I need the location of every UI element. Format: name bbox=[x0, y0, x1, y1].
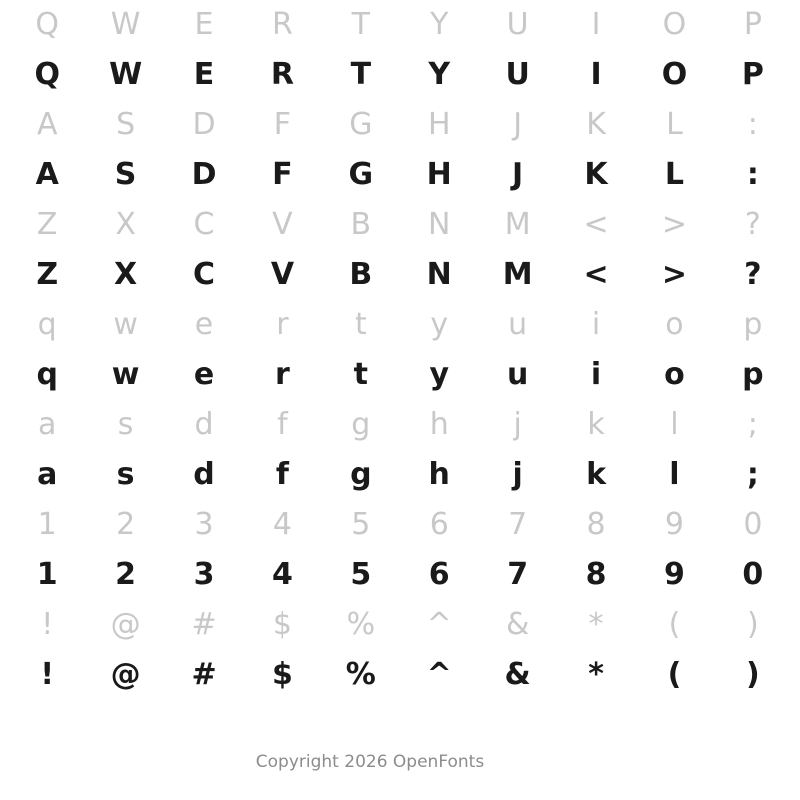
glyph-cell: D bbox=[191, 157, 217, 192]
glyph-cell: $ bbox=[272, 607, 292, 642]
glyph-row bbox=[0, 150, 800, 200]
glyph-cell: k bbox=[586, 457, 607, 492]
glyph-cell: S bbox=[114, 157, 137, 192]
glyph-row bbox=[0, 100, 800, 150]
glyph-cell: w bbox=[111, 357, 140, 392]
glyph-cell: @ bbox=[110, 657, 141, 692]
glyph-cell: E bbox=[194, 7, 214, 42]
glyph-cell: Y bbox=[428, 57, 451, 92]
glyph-cell: g bbox=[350, 457, 372, 492]
glyph-row bbox=[0, 400, 800, 450]
glyph-cell: A bbox=[36, 107, 58, 142]
glyph-cell: 1 bbox=[37, 507, 57, 542]
glyph-cell: ; bbox=[746, 457, 759, 492]
glyph-cell: & bbox=[505, 607, 530, 642]
glyph-cell: h bbox=[428, 457, 450, 492]
glyph-cell: ( bbox=[668, 607, 681, 642]
glyph-cell: J bbox=[513, 107, 523, 142]
glyph-cell: : bbox=[747, 107, 758, 142]
glyph-cell: 2 bbox=[115, 557, 137, 592]
glyph-cell: V bbox=[272, 207, 293, 242]
glyph-cell: ! bbox=[40, 657, 55, 692]
glyph-cell: N bbox=[426, 257, 452, 292]
glyph-cell: L bbox=[664, 157, 685, 192]
glyph-cell: F bbox=[272, 157, 293, 192]
glyph-cell: r bbox=[275, 357, 290, 392]
glyph-cell: I bbox=[590, 57, 602, 92]
copyright-notice: Copyright 2026 OpenFonts bbox=[255, 752, 485, 772]
glyph-cell: T bbox=[351, 7, 370, 42]
glyph-cell: > bbox=[661, 207, 688, 242]
glyph-cell: X bbox=[115, 207, 136, 242]
glyph-cell: B bbox=[349, 257, 373, 292]
glyph-row bbox=[0, 650, 800, 700]
glyph-cell: W bbox=[109, 57, 143, 92]
glyph-cell: u bbox=[508, 307, 528, 342]
glyph-row bbox=[0, 200, 800, 250]
glyph-cell: d bbox=[194, 407, 214, 442]
glyph-cell: E bbox=[193, 57, 215, 92]
glyph-cell: : bbox=[746, 157, 759, 192]
glyph-cell: < bbox=[583, 207, 609, 242]
glyph-cell: 8 bbox=[585, 557, 607, 592]
glyph-cell: M bbox=[504, 207, 531, 242]
glyph-cell: J bbox=[512, 157, 524, 192]
glyph-cell: A bbox=[35, 157, 59, 192]
glyph-cell: l bbox=[669, 457, 680, 492]
glyph-cell: 9 bbox=[664, 557, 685, 592]
glyph-cell: i bbox=[591, 307, 601, 342]
glyph-cell: L bbox=[666, 107, 683, 142]
glyph-cell: R bbox=[270, 57, 294, 92]
glyph-cell: j bbox=[513, 407, 522, 442]
glyph-cell: a bbox=[38, 407, 57, 442]
glyph-cell: U bbox=[506, 7, 529, 42]
glyph-cell: M bbox=[502, 257, 533, 292]
glyph-cell: V bbox=[270, 257, 295, 292]
glyph-row bbox=[0, 300, 800, 350]
glyph-cell: * bbox=[588, 657, 604, 692]
glyph-cell: % bbox=[346, 607, 376, 642]
glyph-cell: l bbox=[670, 407, 679, 442]
glyph-cell: ^ bbox=[426, 657, 452, 692]
glyph-cell: g bbox=[351, 407, 371, 442]
glyph-cell: s bbox=[117, 407, 134, 442]
glyph-cell: Z bbox=[36, 257, 59, 292]
glyph-cell: o bbox=[664, 357, 685, 392]
glyph-cell: p bbox=[742, 357, 764, 392]
glyph-cell: @ bbox=[110, 607, 141, 642]
glyph-cell: 6 bbox=[428, 557, 450, 592]
glyph-cell: Q bbox=[35, 7, 60, 42]
glyph-cell: N bbox=[428, 207, 451, 242]
glyph-row bbox=[0, 550, 800, 600]
glyph-cell: 3 bbox=[193, 557, 215, 592]
glyph-cell: p bbox=[743, 307, 763, 342]
glyph-cell: w bbox=[113, 307, 138, 342]
glyph-cell: G bbox=[348, 157, 374, 192]
glyph-cell: 8 bbox=[586, 507, 606, 542]
glyph-cell: f bbox=[277, 407, 288, 442]
glyph-cell: C bbox=[193, 257, 216, 292]
glyph-cell: ? bbox=[744, 257, 762, 292]
glyph-cell: o bbox=[665, 307, 684, 342]
glyph-cell: ^ bbox=[426, 607, 452, 642]
glyph-cell: % bbox=[345, 657, 376, 692]
glyph-cell: O bbox=[662, 7, 687, 42]
glyph-cell: U bbox=[505, 57, 530, 92]
glyph-cell: 4 bbox=[271, 557, 293, 592]
glyph-cell: f bbox=[275, 457, 289, 492]
glyph-cell: 3 bbox=[194, 507, 214, 542]
glyph-cell: Z bbox=[36, 207, 58, 242]
glyph-cell: # bbox=[191, 657, 217, 692]
glyph-cell: 4 bbox=[272, 507, 292, 542]
glyph-cell: ( bbox=[667, 657, 682, 692]
glyph-cell: 9 bbox=[664, 507, 684, 542]
glyph-cell: h bbox=[429, 407, 449, 442]
glyph-cell: 0 bbox=[742, 557, 764, 592]
glyph-cell: 7 bbox=[508, 507, 528, 542]
glyph-cell: & bbox=[504, 657, 531, 692]
glyph-cell: a bbox=[37, 457, 58, 492]
glyph-cell: 5 bbox=[351, 507, 371, 542]
glyph-cell: H bbox=[426, 157, 452, 192]
glyph-cell: ) bbox=[746, 657, 760, 692]
glyph-cell: X bbox=[114, 257, 138, 292]
glyph-cell: ? bbox=[744, 207, 761, 242]
glyph-cell: Q bbox=[34, 57, 60, 92]
glyph-cell: F bbox=[273, 107, 292, 142]
glyph-cell: $ bbox=[271, 657, 293, 692]
glyph-cell: y bbox=[429, 357, 450, 392]
glyph-cell: P bbox=[741, 57, 764, 92]
glyph-row bbox=[0, 250, 800, 300]
glyph-row bbox=[0, 0, 800, 50]
glyph-cell: 1 bbox=[36, 557, 58, 592]
glyph-cell: t bbox=[353, 357, 368, 392]
glyph-cell: i bbox=[590, 357, 602, 392]
glyph-cell: * bbox=[588, 607, 604, 642]
glyph-cell: 2 bbox=[116, 507, 136, 542]
glyph-row bbox=[0, 450, 800, 500]
glyph-cell: q bbox=[37, 307, 57, 342]
glyph-cell: e bbox=[194, 307, 214, 342]
glyph-cell: 0 bbox=[743, 507, 763, 542]
glyph-cell: 7 bbox=[507, 557, 529, 592]
glyph-cell: W bbox=[110, 7, 141, 42]
glyph-cell: 6 bbox=[429, 507, 449, 542]
glyph-cell: y bbox=[430, 307, 449, 342]
glyph-cell: r bbox=[276, 307, 289, 342]
glyph-cell: # bbox=[191, 607, 217, 642]
glyph-row bbox=[0, 500, 800, 550]
glyph-cell: C bbox=[193, 207, 215, 242]
glyph-cell: 5 bbox=[350, 557, 372, 592]
glyph-cell: R bbox=[271, 7, 293, 42]
glyph-row bbox=[0, 350, 800, 400]
glyph-cell: u bbox=[506, 357, 529, 392]
glyph-cell: S bbox=[116, 107, 136, 142]
glyph-cell: t bbox=[354, 307, 367, 342]
glyph-cell: d bbox=[193, 457, 215, 492]
glyph-cell: P bbox=[743, 7, 762, 42]
glyph-cell: q bbox=[36, 357, 58, 392]
glyph-cell: T bbox=[350, 57, 372, 92]
glyph-cell: D bbox=[192, 107, 216, 142]
glyph-cell: s bbox=[116, 457, 135, 492]
glyph-cell: K bbox=[586, 107, 606, 142]
glyph-cell: K bbox=[584, 157, 608, 192]
glyph-cell: O bbox=[661, 57, 688, 92]
glyph-cell: ; bbox=[747, 407, 758, 442]
glyph-cell: ! bbox=[41, 607, 54, 642]
glyph-cell: B bbox=[350, 207, 372, 242]
glyph-cell: j bbox=[512, 457, 523, 492]
glyph-cell: ) bbox=[747, 607, 759, 642]
glyph-cell: k bbox=[587, 407, 605, 442]
glyph-cell: < bbox=[583, 257, 609, 292]
glyph-row bbox=[0, 600, 800, 650]
glyph-cell: I bbox=[591, 7, 601, 42]
glyph-cell: Y bbox=[430, 7, 449, 42]
glyph-cell: G bbox=[349, 107, 373, 142]
glyph-cell: > bbox=[661, 257, 688, 292]
glyph-cell: H bbox=[427, 107, 451, 142]
glyph-cell: e bbox=[193, 357, 215, 392]
glyph-row bbox=[0, 50, 800, 100]
